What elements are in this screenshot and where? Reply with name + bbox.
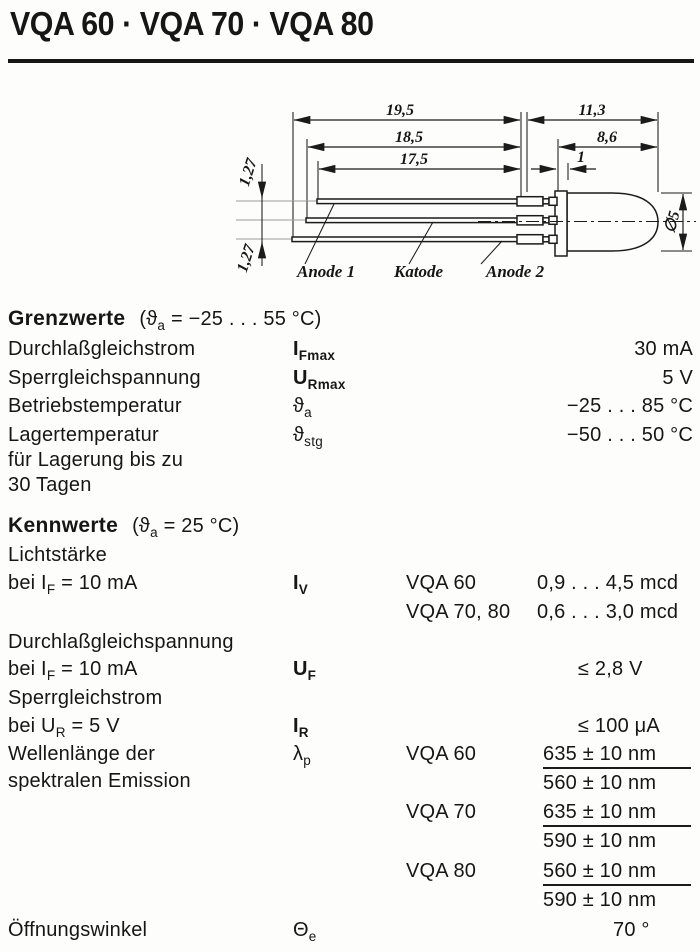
condition-pre: (ϑ: [132, 515, 151, 537]
label-sub: F: [46, 668, 56, 683]
dim-label-lead-full: 19,5: [386, 102, 414, 119]
label-post: = 10 mA: [55, 572, 138, 594]
lead-anode2: [292, 237, 519, 242]
lead-tab: [517, 216, 543, 225]
lead-tab: [543, 199, 549, 204]
dim-label-body-front: 8,6: [597, 129, 617, 146]
symbol: [293, 424, 323, 453]
row-value: −25 . . . 85 °C: [566, 395, 693, 417]
row-label: Lagertemperatur: [8, 424, 159, 446]
symbol: [293, 338, 335, 367]
title-rule: [8, 59, 694, 63]
lead-tab: [549, 216, 557, 224]
row-label: Lichtstärke: [8, 544, 107, 566]
row-value: ≤ 100 μA: [578, 715, 660, 737]
wavelength-top: 635 ± 10 nm: [543, 743, 691, 769]
page-title: VQA 60 · VQA 70 · VQA 80: [10, 5, 374, 42]
package-drawing: [0, 88, 700, 300]
row-value: 5 V: [662, 367, 693, 389]
symbol-sub: R: [298, 725, 309, 740]
lead-tab: [517, 197, 543, 206]
row-label-line3: 30 Tagen: [8, 474, 92, 496]
symbol: [293, 572, 308, 601]
dim-label-pitch-upper: 1,27: [236, 156, 261, 189]
row-label: Sperrgleichspannung: [8, 367, 201, 389]
variant-name: VQA 60: [406, 572, 477, 594]
label-post: = 10 mA: [55, 658, 138, 680]
symbol-main: ϑ: [293, 395, 305, 417]
wavelength-bottom: 590 ± 10 nm: [543, 889, 657, 911]
symbol-sub: p: [303, 753, 312, 768]
row-label-line2: spektralen Emission: [8, 770, 191, 792]
label-post: = 5 V: [65, 715, 120, 737]
variant-name: VQA 80: [406, 860, 477, 882]
row-label-line2: für Lagerung bis zu: [8, 449, 184, 471]
condition-post: = −25 . . . 55 °C): [165, 308, 322, 330]
symbol-sub: V: [298, 582, 309, 597]
condition-sub: a: [150, 525, 158, 540]
wavelength-bottom: 590 ± 10 nm: [543, 830, 657, 852]
dim-label-pitch-lower: 1,27: [234, 242, 259, 275]
pin-label-anode1: Anode 1: [297, 262, 356, 281]
dim-label-body-total: 11,3: [578, 102, 606, 119]
label-pre: bei I: [8, 658, 47, 680]
lead-tab: [549, 197, 557, 205]
condition-sub: a: [157, 318, 166, 333]
chars-heading: [8, 515, 239, 544]
row-value: ≤ 2,8 V: [578, 658, 643, 680]
pin-leader-lines: [305, 204, 502, 264]
row-label: Betriebstemperatur: [8, 395, 182, 417]
row-label: Wellenlänge der: [8, 743, 156, 765]
label-sub: R: [55, 725, 66, 740]
symbol-sub: Fmax: [298, 348, 336, 363]
symbol-main: I: [293, 572, 299, 594]
symbol-main: I: [293, 338, 299, 360]
symbol-sub: F: [307, 668, 317, 683]
variant-name: VQA 70, 80: [406, 601, 511, 623]
symbol-main: I: [293, 715, 299, 737]
limits-heading-word: Grenzwerte: [8, 307, 126, 330]
label-sub: F: [46, 582, 56, 597]
row-label-line2: [8, 658, 138, 687]
dim-label-diameter: ∅5: [661, 209, 684, 235]
dim-label-flange: 1: [577, 149, 585, 166]
variant-value: 0,6 . . . 3,0 mcd: [537, 601, 679, 623]
symbol-main: U: [293, 658, 308, 680]
row-label-line2: [8, 715, 120, 744]
variant-name: VQA 70: [406, 801, 477, 823]
lead-tab: [549, 235, 557, 243]
symbol-main: ϑ: [293, 424, 305, 446]
pitch-extension-lines: [236, 201, 317, 239]
limits-condition: [139, 308, 322, 333]
lead-anode1: [317, 199, 519, 204]
row-value: 30 mA: [634, 338, 693, 360]
lead-tab: [543, 237, 549, 242]
wavelength-top: 635 ± 10 nm: [543, 801, 691, 827]
lead-tab: [517, 235, 543, 244]
symbol: [293, 919, 317, 948]
symbol-sub: stg: [304, 434, 324, 449]
wavelength-bottom: 560 ± 10 nm: [543, 772, 657, 794]
variant-value: 0,9 . . . 4,5 mcd: [537, 572, 679, 594]
label-pre: bei I: [8, 572, 47, 594]
symbol: [293, 715, 309, 744]
symbol-sub: Rmax: [307, 377, 346, 392]
row-value: −50 . . . 50 °C: [566, 424, 693, 446]
row-label: Öffnungswinkel: [8, 919, 148, 941]
row-value: 70 °: [613, 919, 650, 941]
pin-label-anode2: Anode 2: [486, 262, 545, 281]
label-pre: bei U: [8, 715, 56, 737]
dim-label-lead-short: 17,5: [400, 151, 428, 168]
symbol-main: λ: [293, 743, 304, 765]
row-label-line2: [8, 572, 138, 601]
condition-post: = 25 °C): [157, 515, 240, 537]
row-label: Sperrgleichstrom: [8, 687, 163, 709]
symbol: [293, 743, 311, 772]
lead-tab: [543, 218, 549, 223]
wavelength-top: 560 ± 10 nm: [543, 860, 691, 886]
row-label: Durchlaßgleichspannung: [8, 631, 234, 653]
symbol: [293, 658, 316, 687]
symbol-main: Θ: [293, 919, 309, 941]
symbol: [293, 367, 346, 396]
row-label: Durchlaßgleichstrom: [8, 338, 196, 360]
limits-heading: [8, 308, 322, 337]
variant-name: VQA 60: [406, 743, 477, 765]
chars-condition: [132, 515, 240, 540]
symbol-sub: a: [304, 405, 312, 420]
symbol: [293, 395, 312, 424]
dim-label-lead-mid: 18,5: [395, 129, 423, 146]
symbol-main: U: [293, 367, 308, 389]
pin-label-cathode: Katode: [394, 262, 444, 281]
chars-heading-word: Kennwerte: [8, 514, 119, 537]
condition-pre: (ϑ: [139, 308, 158, 330]
symbol-sub: e: [308, 929, 317, 944]
